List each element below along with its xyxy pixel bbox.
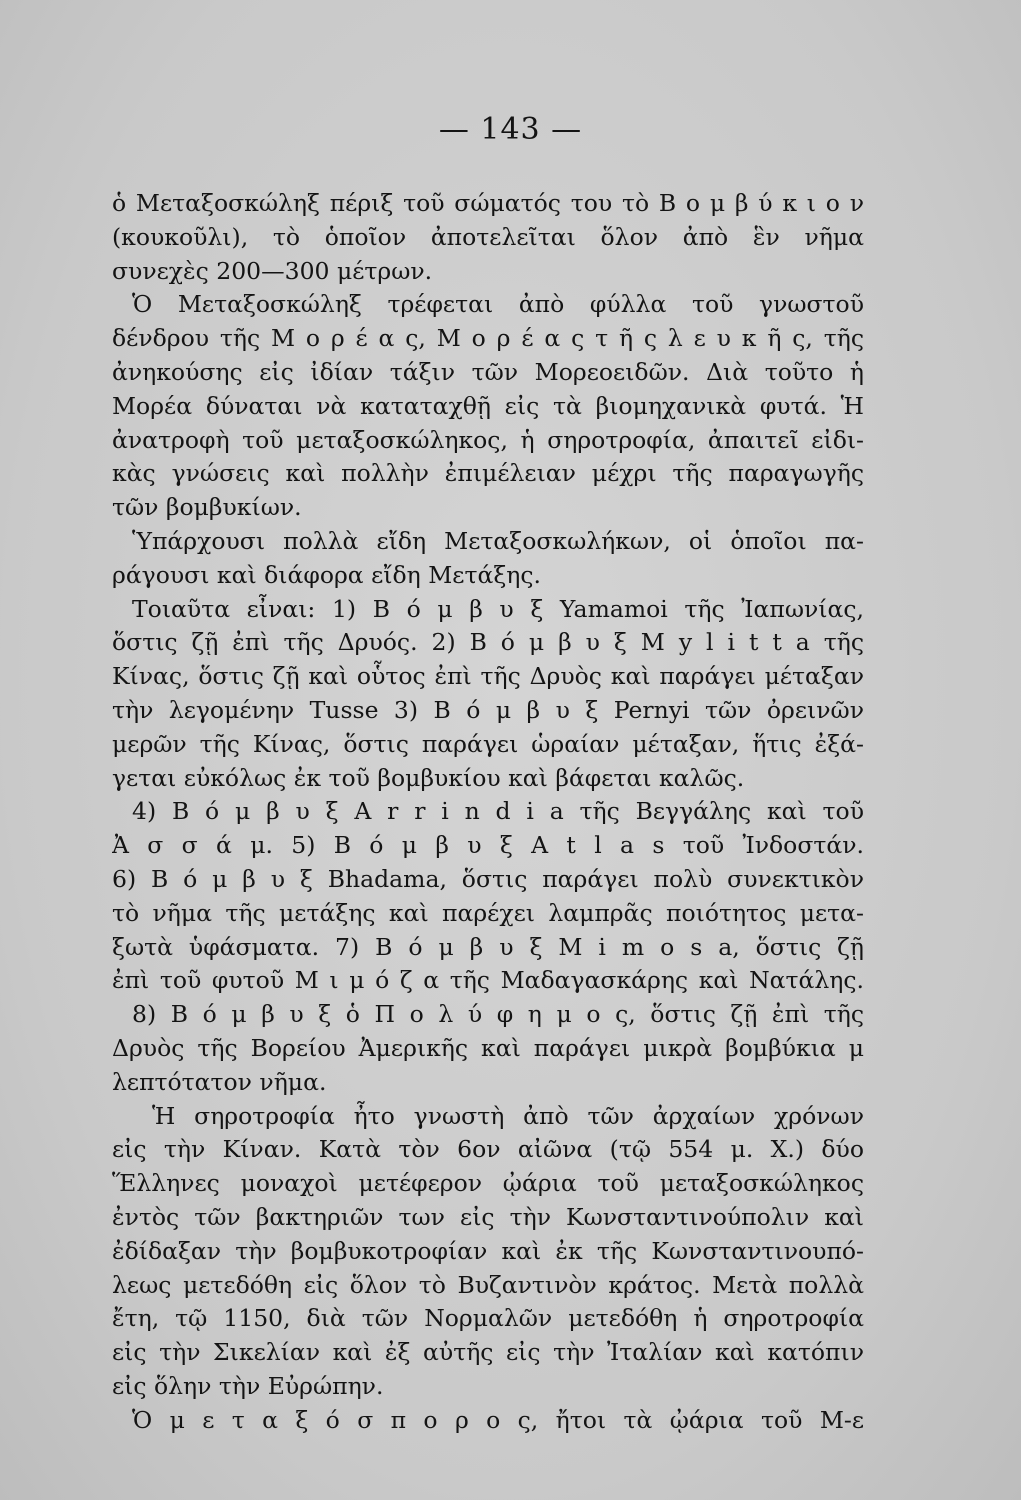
text-line: τὴν λεγομένην Tusse 3) Β ό μ β υ ξ Pernyi τῶν ὀρεινῶν	[112, 695, 864, 724]
text-line: Ἀ σ σ ά μ. 5) Β ό μ β υ ξ A t l a s τοῦ Ἰνδοστάν.	[112, 831, 864, 860]
text-line: ἀνηκούσης εἰς ἰδίαν τάξιν τῶν Μορεοειδῶν. Διὰ τοῦτο ἡ	[112, 357, 864, 386]
text-line: δένδρου τῆς Μ ο ρ έ α ς, Μ ο ρ έ α ς τ ῆ ς λ ε υ κ ῆ ς, τῆς	[112, 324, 864, 353]
text-line: ἐντὸς τῶν βακτηριῶν των εἰς τὴν Κωνσταντινούπολιν καὶ	[112, 1202, 864, 1231]
text-line: εἰς τὴν Σικελίαν καὶ ἐξ αὐτῆς εἰς τὴν Ἰταλίαν καὶ κατόπιν	[112, 1338, 864, 1367]
text-line: τὸ νῆμα τῆς μετάξης καὶ παρέχει λαμπρᾶς ποιότητος μετα-	[112, 898, 864, 927]
text-line: ἐδίδαξαν τὴν βομβυκοτροφίαν καὶ ἐκ τῆς Κωνσταντινουπό-	[112, 1236, 864, 1265]
text-line: λεως μετεδόθη εἰς ὅλον τὸ Βυζαντινὸν κράτος. Μετὰ πολλὰ	[112, 1270, 864, 1299]
text-line: Ἕλληνες μοναχοὶ μετέφερον ᾠάρια τοῦ μεταξοσκώληκος	[112, 1169, 864, 1198]
text-line: Κίνας, ὅστις ζῇ καὶ οὗτος ἐπὶ τῆς Δρυὸς καὶ παράγει μέταξαν	[112, 662, 864, 691]
text-line: εἰς ὅλην τὴν Εὐρώπην.	[112, 1371, 384, 1400]
text-line: Τοιαῦτα εἶναι: 1) Β ό μ β υ ξ Yamamoi τῆς Ἰαπωνίας,	[132, 594, 864, 623]
text-line: εἰς τὴν Κίναν. Κατὰ τὸν 6ον αἰῶνα (τῷ 554 μ. Χ.) δύο	[112, 1135, 864, 1164]
text-line: τῶν βομβυκίων.	[112, 493, 302, 522]
text-line: 8) Β ό μ β υ ξ ὁ Π ο λ ύ φ η μ ο ς, ὅστις ζῇ ἐπὶ τῆς	[132, 1000, 864, 1029]
text-line: (κουκοῦλι), τὸ ὁποῖον ἀποτελεῖται ὅλον ἀπὸ ἓν νῆμα	[112, 222, 864, 251]
text-line: λεπτότατον νῆμα.	[112, 1067, 327, 1096]
text-line: γεται εὐκόλως ἐκ τοῦ βομβυκίου καὶ βάφεται καλῶς.	[112, 763, 745, 792]
text-line: ὁ Μεταξοσκώληξ πέριξ τοῦ σώματός του τὸ Β ο μ β ύ κ ι ο ν	[112, 189, 864, 217]
text-line: Ὁ Μεταξοσκώληξ τρέφεται ἀπὸ φύλλα τοῦ γνωστοῦ	[132, 290, 864, 319]
body-text	[112, 187, 864, 1437]
text-line: 6) Β ό μ β υ ξ Bhadama, ὅστις παράγει πολὺ συνεκτικὸν	[112, 864, 864, 893]
text-line: Ὑπάρχουσι πολλὰ εἴδη Μεταξοσκωλήκων, οἱ ὁποῖοι πα-	[132, 526, 864, 555]
page-number: — 143 —	[438, 112, 583, 147]
text-line: ἔτη, τῷ 1150, διὰ τῶν Νορμαλῶν μετεδόθη ἡ σηροτροφία	[112, 1304, 864, 1333]
text-line: 4) Β ό μ β υ ξ A r r i n d i a τῆς Βεγγάλης καὶ τοῦ	[132, 797, 864, 826]
text-line: ξωτὰ ὑφάσματα. 7) Β ό μ β υ ξ M i m o s a, ὅστις ζῇ	[112, 932, 864, 961]
text-line: Δρυὸς τῆς Βορείου Ἀμερικῆς καὶ παράγει μικρὰ βομβύκια μ	[112, 1033, 864, 1062]
text-line: Μορέα δύναται νὰ καταταχθῇ εἰς τὰ βιομηχανικὰ φυτά. Ἡ	[112, 391, 864, 420]
text-line: συνεχὲς 200—300 μέτρων.	[112, 256, 433, 285]
text-line: ὅστις ζῇ ἐπὶ τῆς Δρυός. 2) Β ό μ β υ ξ M y l i t t a τῆς	[112, 628, 864, 657]
text-line: Ἡ σηροτροφία ἦτο γνωστὴ ἀπὸ τῶν ἀρχαίων χρόνων	[152, 1101, 864, 1130]
text-line: μερῶν τῆς Κίνας, ὅστις παράγει ὡραίαν μέταξαν, ἥτις ἐξά-	[112, 729, 864, 758]
text-line: ἀνατροφὴ τοῦ μεταξοσκώληκος, ἡ σηροτροφία, ἀπαιτεῖ εἰδι-	[112, 425, 864, 454]
text-line: ἐπὶ τοῦ φυτοῦ Μ ι μ ό ζ α τῆς Μαδαγασκάρης καὶ Νατάλης.	[112, 966, 864, 995]
text-line: Ὁ μ ε τ α ξ ό σ π ο ρ ο ς, ἤτοι τὰ ᾠάρια τοῦ Μ-ε	[132, 1405, 864, 1434]
text-line: κὰς γνώσεις καὶ πολλὴν ἐπιμέλειαν μέχρι τῆς παραγωγῆς	[112, 459, 864, 488]
text-line: ράγουσι καὶ διάφορα εἴδη Μετάξης.	[112, 560, 541, 589]
